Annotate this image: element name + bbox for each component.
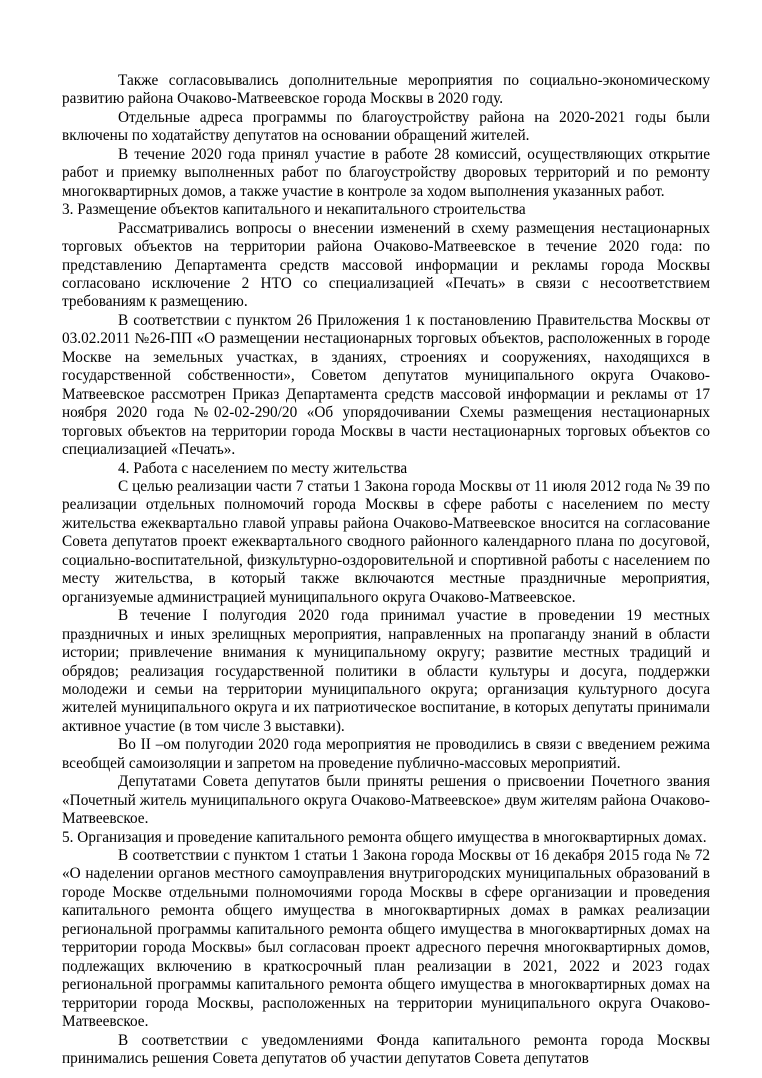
paragraph-honorary-title: Депутатами Совета депутатов были приняты решения о присвоении Почетного звания «Почетный житель муниципального округа Очаково-Матвеевское» двум жителям района Очаково-Матвеевское.: [62, 773, 710, 828]
paragraph-commissions: В течение 2020 года принял участие в работе 28 комиссий, осуществляющих открытие работ и приемку выполненных работ по благоустройству дворовых территорий и по ремонту многоквартирных домов, а также участие в контроле за ходом выполнения указанных работ.: [62, 145, 710, 200]
paragraph-second-half: Во II –ом полугодии 2020 года мероприятия не проводились в связи с введением режима всеобщей самоизоляции и запретом на проведение публично-массовых мероприятий.: [62, 736, 710, 772]
section-heading-5: 5. Организация и проведение капитального ремонта общего имущества в многоквартирных домах.: [62, 828, 707, 846]
paragraph-socio-economic: Также согласовывались дополнительные мероприятия по социально-экономическому развитию района Очаково-Матвеевское города Москвы в 2020 году.: [62, 72, 710, 108]
document-page: [62, 72, 710, 1068]
paragraph-law-39: С целью реализации части 7 статьи 1 Закона города Москвы от 11 июля 2012 года № 39 по реализации отдельных полномочий города Москвы в сфере работы с населением по месту жительства ежеквартально главой управы района Очаково-Матвеевское вносится на согласование Совета депутатов проект ежеквартального сводного районного календарного плана по досуговой, социально-воспитательной, физкультурно-оздоровительной и спортивной работы с населением по месту жительства, в который также включаются местные праздничные мероприятия, организуемые администрацией муниципального округа Очаково-Матвеевское.: [62, 477, 710, 606]
paragraph-law-72: В соответствии с пунктом 1 статьи 1 Закона города Москвы от 16 декабря 2015 года № 72 «О наделении органов местного самоуправления внутригородских муниципальных образований в городе Москве отдельными полномочиями города Москвы в сфере организации и проведения капитального ремонта общего имущества в многоквартирных домах в рамках реализации региональной программы капитального ремонта общего имущества в многоквартирных домах на территории города Москвы» был согласован проект адресного перечня многоквартирных домов, подлежащих включению в краткосрочный план реализации в 2021, 2022 и 2023 годах региональной программы капитального ремонта общего имущества в многоквартирных домах на территории города Москвы, расположенных на территории муниципального округа Очаково-Матвеевское.: [62, 847, 710, 1031]
paragraph-first-half-events: В течение I полугодия 2020 года принимал участие в проведении 19 местных праздничных и иных зрелищных мероприятия, направленных на пропаганду знаний в области истории; привлечение внимания к муниципальному округу; развитие местных традиций и обрядов; реализация государственной политики в области культуры и досуга, поддержки молодежи и семьи на территории муниципального округа; организация культурного досуга жителей муниципального округа и их патриотическое воспитание, в которых депутаты принимали активное участие (в том числе 3 выставки).: [62, 607, 710, 735]
paragraph-capital-repair-fund: В соответствии с уведомлениями Фонда капитального ремонта города Москвы принимались решения Совета депутатов об участии депутатов Совета депутатов: [62, 1031, 710, 1068]
paragraph-nto-scheme: Рассматривались вопросы о внесении изменений в схему размещения нестационарных торговых объектов на территории района Очаково-Матвеевское в течение 2020 года: по представлению Департамента средств массовой информации и рекламы города Москвы согласовано исключение 2 НТО со специализацией «Печать» в связи с несоответствием требованиям к размещению.: [62, 219, 710, 311]
paragraph-improvement-addresses: Отдельные адреса программы по благоустройству района на 2020-2021 годы были включены по ходатайству депутатов на основании обращений жителей.: [62, 108, 710, 145]
section-heading-4: 4. Работа с населением по месту жительства: [118, 459, 408, 477]
section-heading-3: 3. Размещение объектов капитального и некапитального строительства: [62, 201, 526, 219]
paragraph-decree-26pp: В соответствии с пунктом 26 Приложения 1 к постановлению Правительства Москвы от 03.02.2011 №26-ПП «О размещении нестационарных торговых объектов, расположенных в городе Москве на земельных участках, в зданиях, строениях и сооружениях, находящихся в государственной собственности», Советом депутатов муниципального округа Очаково-Матвеевское рассмотрен Приказ Департамента средств массовой информации и рекламы от 17 ноября 2020 года №02-02-290/20 «Об упорядочивании Схемы размещения нестационарных торговых объектов на территории города Москвы в части нестационарных торговых объектов со специализацией «Печать».: [62, 311, 710, 459]
